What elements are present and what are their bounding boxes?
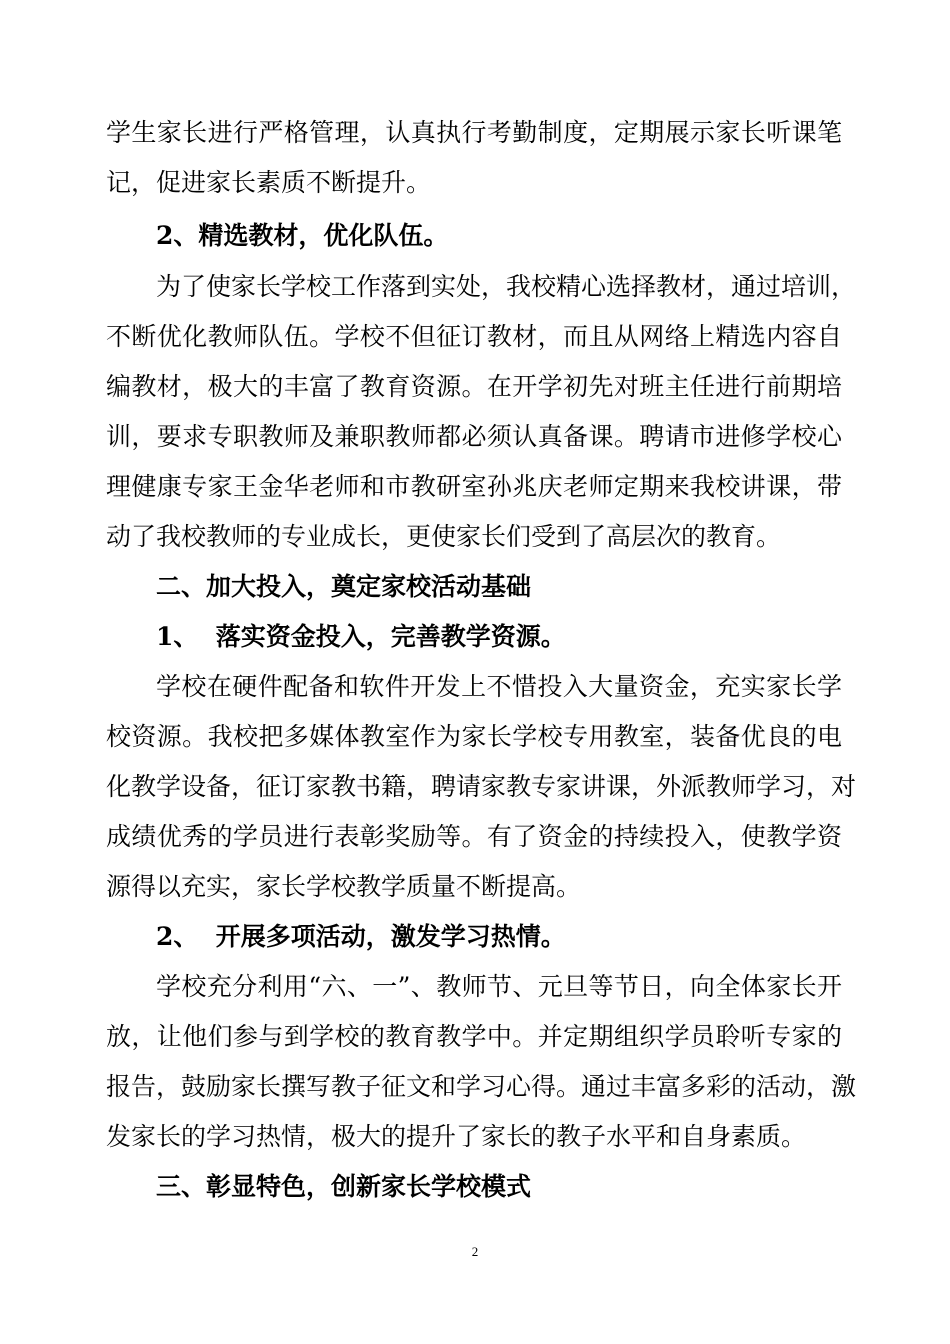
paragraph-line: 发家长的学习热情，极大的提升了家长的教子水平和自身素质。 — [106, 1122, 807, 1151]
paragraph-line: 学生家长进行严格管理，认真执行考勤制度，定期展示家长听课笔 — [106, 118, 842, 147]
paragraph-line: 源得以充实，家长学校教学质量不断提高。 — [106, 872, 582, 901]
paragraph-line: 放，让他们参与到学校的教育教学中。并定期组织学员聆听专家的 — [106, 1022, 842, 1051]
section-heading: 1、 落实资金投入，完善教学资源。 — [156, 622, 566, 651]
paragraph-line: 成绩优秀的学员进行表彰奖励等。有了资金的持续投入，使教学资 — [106, 822, 842, 851]
section-heading: 2、精选教材，优化队伍。 — [156, 221, 449, 250]
section-heading: 二、加大投入，奠定家校活动基础 — [156, 572, 532, 601]
paragraph-line: 学校在硬件配备和软件开发上不惜投入大量资金，充实家长学 — [156, 672, 842, 701]
paragraph-line: 训，要求专职教师及兼职教师都必须认真备课。聘请市进修学校心 — [106, 422, 842, 451]
paragraph-line: 学校充分利用“六、一”、教师节、元旦等节日，向全体家长开 — [156, 972, 842, 1001]
paragraph-line: 报告，鼓励家长撰写教子征文和学习心得。通过丰富多彩的活动，激 — [106, 1072, 857, 1101]
paragraph-line: 编教材，极大的丰富了教育资源。在开学初先对班主任进行前期培 — [106, 372, 842, 401]
paragraph-line: 动了我校教师的专业成长，更使家长们受到了高层次的教育。 — [106, 522, 782, 551]
paragraph-line: 记，促进家长素质不断提升。 — [106, 168, 432, 197]
paragraph-line: 校资源。我校把多媒体教室作为家长学校专用教室，装备优良的电 — [106, 722, 842, 751]
paragraph-line: 化教学设备，征订家教书籍，聘请家教专家讲课，外派教师学习，对 — [106, 772, 857, 801]
paragraph-line: 不断优化教师队伍。学校不但征订教材，而且从网络上精选内容自 — [106, 322, 842, 351]
paragraph-line: 理健康专家王金华老师和市教研室孙兆庆老师定期来我校讲课，带 — [106, 472, 842, 501]
section-heading: 三、彰显特色，创新家长学校模式 — [156, 1172, 532, 1201]
page-number: 2 — [471, 1244, 479, 1259]
section-heading: 2、 开展多项活动，激发学习热情。 — [156, 922, 566, 951]
paragraph-line: 为了使家长学校工作落到实处，我校精心选择教材，通过培训， — [156, 272, 857, 301]
